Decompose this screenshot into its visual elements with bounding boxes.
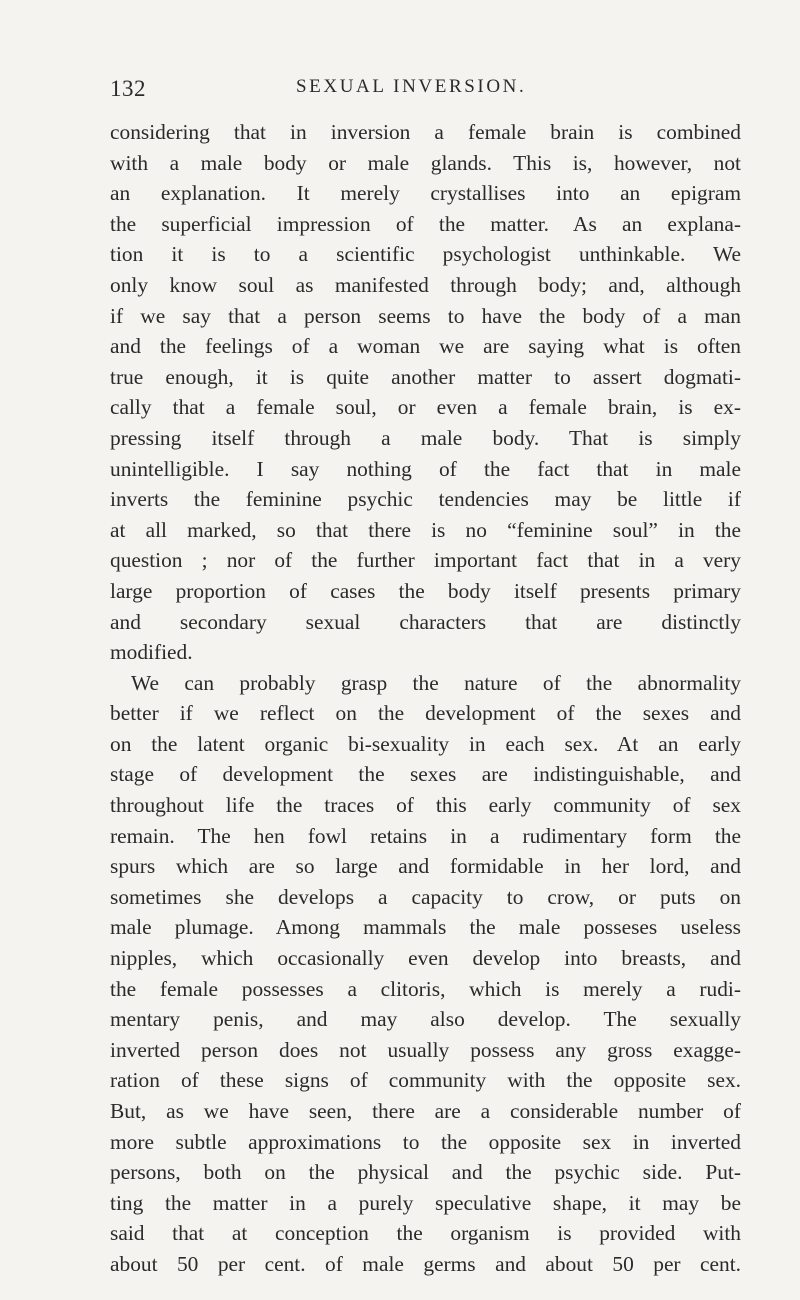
text-line: better if we reflect on the development of the sexes and xyxy=(110,701,741,726)
text-line: spurs which are so large and formidable in her lord, and xyxy=(110,854,741,879)
text-line: remain. The hen fowl retains in a rudimentary form the xyxy=(110,823,741,848)
text-line: and secondary sexual characters that are distinctly xyxy=(110,609,741,634)
text-line: considering that in inversion a female brain is combined xyxy=(110,120,741,144)
text-line: the superficial impression of the matter. As an explana- xyxy=(110,211,741,236)
text-line: true enough, it is quite another matter to assert dogmati- xyxy=(110,364,741,389)
text-line: pressing itself through a male body. That is simply xyxy=(110,425,741,450)
text-line: said that at conception the organism is provided with xyxy=(110,1221,741,1246)
running-head: SEXUAL INVERSION. xyxy=(296,76,527,97)
text-line: inverts the feminine psychic tendencies may be little if xyxy=(110,487,741,512)
text-line: question ; nor of the further important fact that in a very xyxy=(110,548,741,573)
text-line: if we say that a person seems to have the body of a man xyxy=(110,303,741,328)
text-line: an explanation. It merely crystallises into an epigram xyxy=(110,181,741,206)
text-line: unintelligible. I say nothing of the fact that in male xyxy=(110,456,741,481)
text-line: more subtle approximations to the opposite sex in inverted xyxy=(110,1129,741,1154)
text-line: only know soul as manifested through body; and, although xyxy=(110,272,741,297)
text-line: mentary penis, and may also develop. The sexually xyxy=(110,1007,741,1032)
text-line: the female possesses a clitoris, which is merely a rudi- xyxy=(110,976,741,1001)
text-line: about 50 per cent. of male germs and about 50 per cent. xyxy=(110,1251,741,1276)
text-line: cally that a female soul, or even a female brain, is ex- xyxy=(110,395,741,420)
text-line: tion it is to a scientific psychologist unthinkable. We xyxy=(110,242,741,267)
text-line: throughout life the traces of this early community of sex xyxy=(110,793,741,818)
page-number: 132 xyxy=(110,76,146,101)
text-line: with a male body or male glands. This is, however, not xyxy=(110,150,741,175)
text-line: male plumage. Among mammals the male posseses useless xyxy=(110,915,741,940)
text-line: large proportion of cases the body itself presents primary xyxy=(110,578,741,603)
text-line: ration of these signs of community with the opposite sex. xyxy=(110,1068,741,1093)
body-text xyxy=(110,117,741,1280)
text-line: persons, both on the physical and the psychic side. Put- xyxy=(110,1160,741,1185)
text-line: and the feelings of a woman we are saying what is often xyxy=(110,334,741,359)
text-line: sometimes she develops a capacity to crow, or puts on xyxy=(110,884,741,909)
text-line: on the latent organic bi-sexuality in each sex. At an early xyxy=(110,731,741,756)
text-line: modified. xyxy=(110,640,193,665)
text-line: ting the matter in a purely speculative shape, it may be xyxy=(110,1190,741,1215)
page-header xyxy=(110,76,740,106)
text-line: inverted person does not usually possess any gross exagge- xyxy=(110,1037,741,1062)
paragraph-start-line: We can probably grasp the nature of the abnormality xyxy=(131,670,741,695)
text-line: at all marked, so that there is no “feminine soul” in the xyxy=(110,517,741,542)
text-line: But, as we have seen, there are a considerable number of xyxy=(110,1099,741,1123)
text-line: stage of development the sexes are indistinguishable, and xyxy=(110,762,741,787)
text-line: nipples, which occasionally even develop into breasts, and xyxy=(110,946,741,971)
